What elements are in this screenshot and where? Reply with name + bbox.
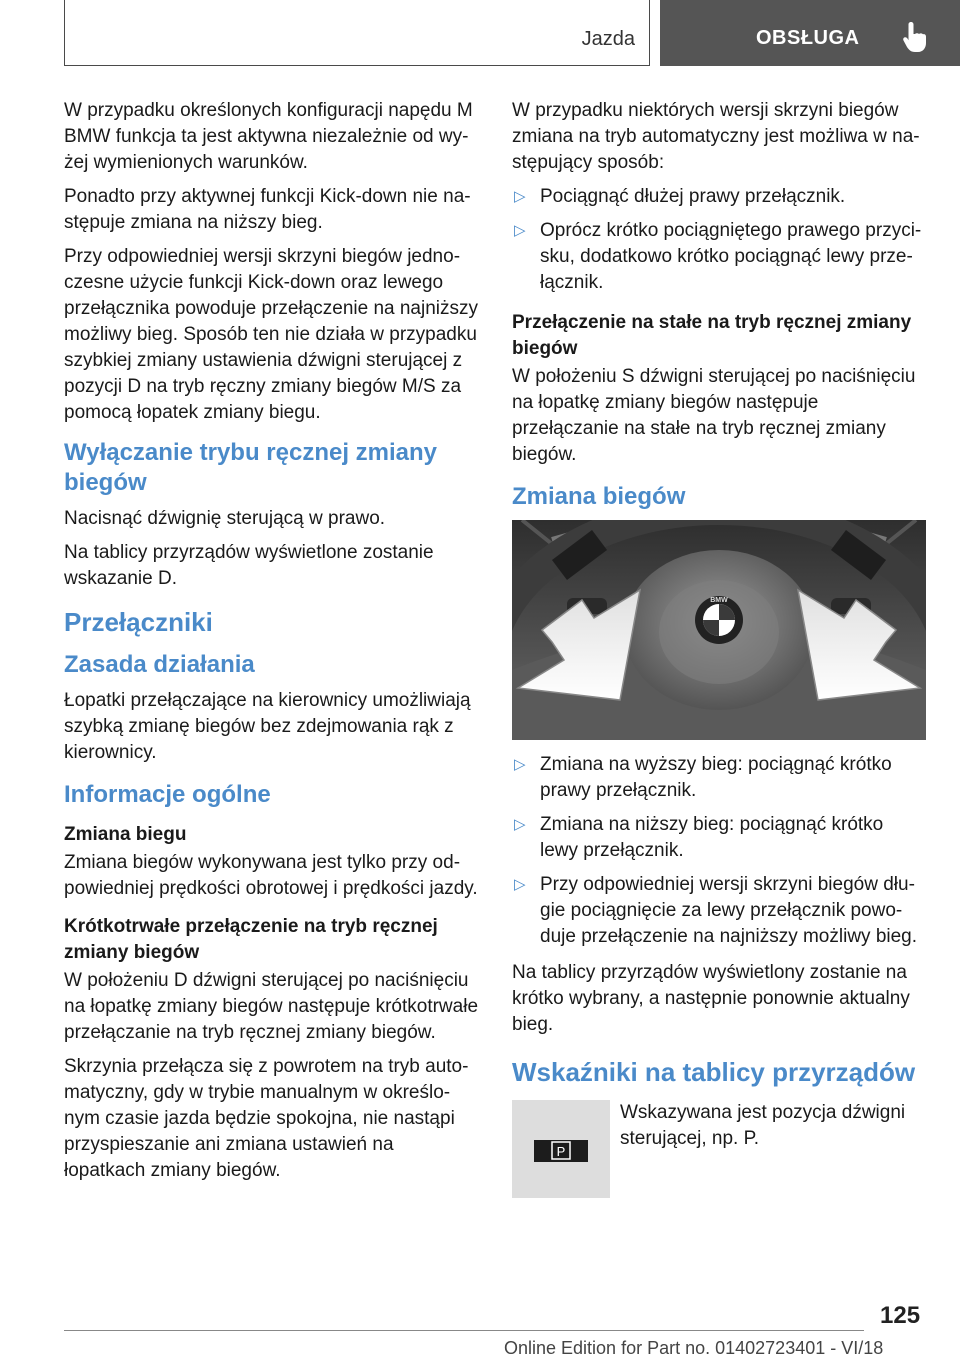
subheading-gear-shift: Zmiana biegu: [64, 824, 187, 845]
triangle-bullet-icon: ▷: [514, 222, 526, 239]
list-item: ▷ Zmiana na niższy bieg: pociągnąć krótko lewy przełącznik.: [514, 814, 884, 861]
bmw-logo-text: BMW: [710, 597, 728, 604]
heading-gear-change: Zmiana biegów: [512, 483, 686, 510]
heading-disable-manual-mode: Wyłączanie trybu ręcznej zmiany biegów: [64, 439, 438, 496]
bullet-list: [512, 184, 926, 296]
list-item: ▷ Przy odpowiedniej wersji skrzyni biegów długie pociągnięcie za lewy przełącznik powoduje przełączenie na najniższy możliwy bieg.: [514, 874, 918, 947]
triangle-bullet-icon: ▷: [514, 816, 526, 833]
triangle-bullet-icon: ▷: [514, 756, 526, 773]
heading-indicators: Wskaźniki na tablicy przyrządów: [512, 1057, 916, 1087]
page-number: 125: [880, 1302, 921, 1329]
footer-edition: Online Edition for Part no. 01402723401 - VI/18: [504, 1338, 884, 1358]
paragraph: Zmiana biegów wykonywana jest tylko przy odpowiedniej prędkości obrotowej i prędkości jazdy.: [64, 852, 478, 899]
header-section-label: Jazda: [581, 28, 635, 50]
paragraph: Łopatki przełączające na kierownicy umożliwiają szybką zmianę biegów bez zdejmowania rąk z kierownicy.: [64, 690, 471, 763]
paragraph: W przypadku określonych konfiguracji napędu M BMW funkcja ta jest aktywna niezależnie od wyżej wymienionych warunków.: [64, 100, 473, 173]
footer-divider: [64, 1330, 864, 1331]
bullet-list: [512, 752, 926, 950]
paragraph: Na tablicy przyrządów wyświetlone zostanie wskazanie D.: [64, 542, 434, 589]
paragraph: W położeniu S dźwigni sterującej po naciśnięciu na łopatkę zmiany biegów następuje przełączanie na stałe na tryb ręcznej zmiany biegów.: [512, 366, 916, 465]
paragraph: Na tablicy przyrządów wyświetlony zostanie na krótko wybrany, a następnie ponownie aktualny bieg.: [512, 962, 910, 1035]
heading-general-info: Informacje ogólne: [64, 781, 271, 808]
list-item: ▷ Zmiana na wyższy bieg: pociągnąć krótko prawy przełącznik.: [514, 754, 892, 801]
paragraph: Ponadto przy aktywnej funkcji Kick-down nie następuje zmiana na niższy bieg.: [64, 186, 471, 233]
left-column: [64, 98, 478, 1192]
header-section-box: [64, 0, 650, 66]
triangle-bullet-icon: ▷: [514, 188, 526, 205]
list-item: ▷ Oprócz krótko pociągniętego prawego przycisku, dodatkowo krótko pociągnąć lewy przełącznik.: [514, 220, 922, 293]
subheading-short-manual: Krótkotrwałe przełączenie na tryb ręcznej zmiany biegów: [64, 916, 438, 963]
paragraph: Nacisnąć dźwignię sterującą w prawo.: [64, 508, 386, 529]
indicator-row: [512, 1100, 926, 1200]
header-chapter-label: OBSŁUGA: [756, 27, 860, 49]
paragraph: W położeniu D dźwigni sterującej po naciśnięciu na łopatkę zmiany biegów następuje krótkotrwałe przełączanie na tryb ręcznej zmiany biegów.: [64, 970, 479, 1043]
header-chapter-tab: [660, 0, 960, 66]
pointing-hand-icon: [900, 20, 930, 54]
heading-switches: Przełączniki: [64, 607, 213, 637]
list-item: ▷ Pociągnąć dłużej prawy przełącznik.: [512, 184, 926, 210]
indicator-description: Wskazywana jest pozycja dźwigni sterującej, np. P.: [620, 1102, 906, 1149]
paragraph: W przypadku niektórych wersji skrzyni biegów zmiana na tryb automatyczny jest możliwa w następujący sposób:: [512, 100, 920, 173]
paragraph: Skrzynia przełącza się z powrotem na tryb automatyczny, gdy w trybie manualnym w określonym czasie jazda będzie spokojna, nie nastąpi przyspieszanie ani zmiana ustawień na łopatkach zmiany biegów.: [64, 1056, 469, 1181]
steering-wheel-illustration: [512, 520, 926, 740]
subheading-permanent-manual: Przełączenie na stałe na tryb ręcznej zmiany biegów: [512, 312, 912, 359]
right-column: [512, 98, 926, 1200]
paragraph: Przy odpowiedniej wersji skrzyni biegów jednoczesne użycie funkcji Kick-down oraz lewego przełącznika powoduje przełączenie na najniższy możliwy bieg. Sposób ten nie działa w przypadku szybkiej zmiany ustawienia dźwigni sterującej z pozycji D na tryb ręczny zmiany biegów M/S za pomocą łopatek zmiany biegu.: [64, 246, 479, 423]
triangle-bullet-icon: ▷: [514, 876, 526, 893]
gear-display-icon: [512, 1100, 610, 1198]
gear-indicator-illustration: [512, 1100, 610, 1198]
heading-principle: Zasada działania: [64, 651, 255, 678]
gear-letter: P: [556, 1144, 566, 1159]
